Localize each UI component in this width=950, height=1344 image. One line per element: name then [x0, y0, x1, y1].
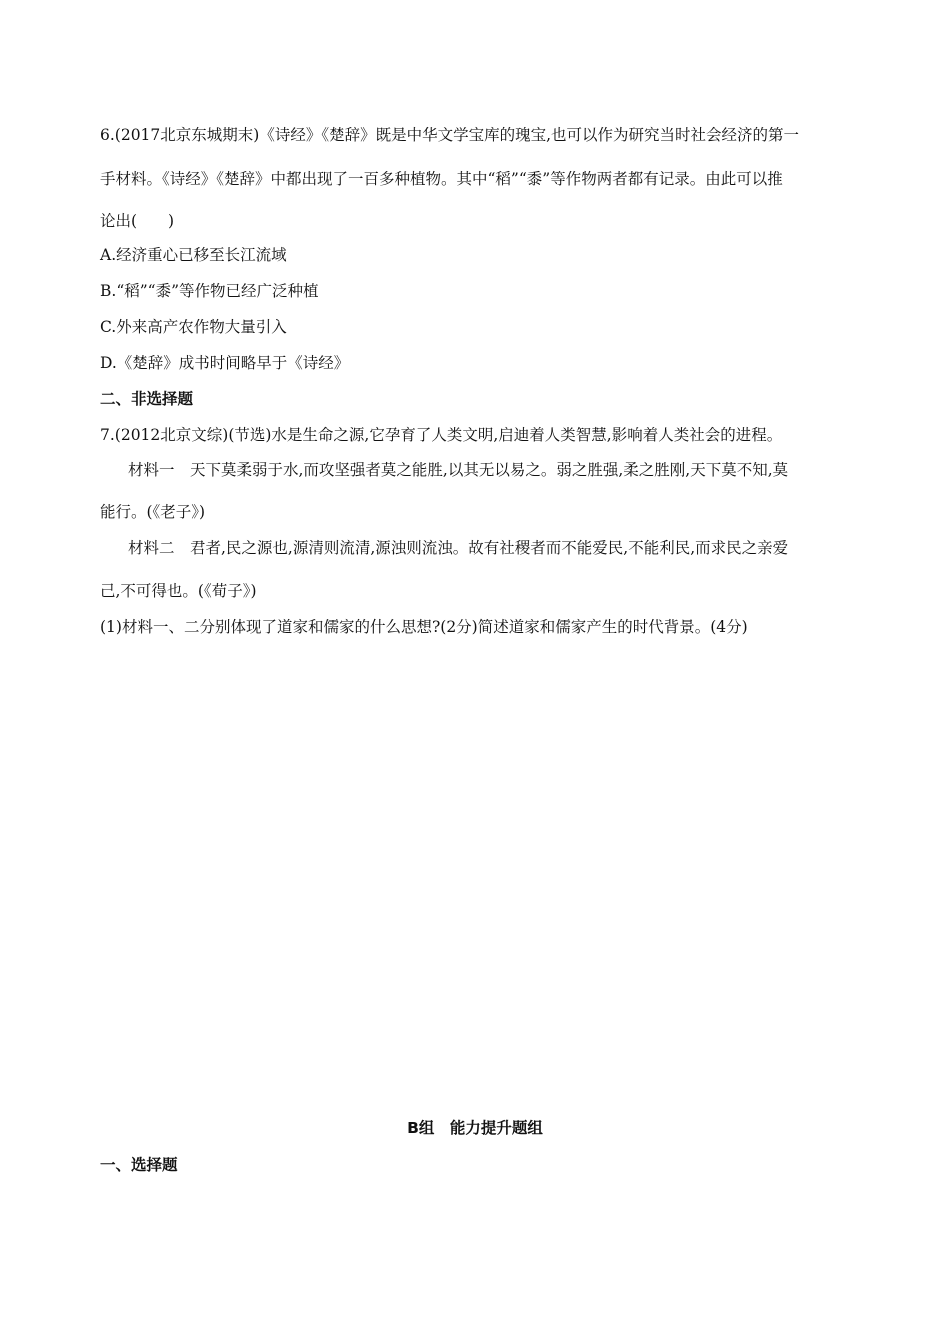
option-b: B.“稻”“黍”等作物已经广泛种植	[100, 282, 319, 300]
question-7-intro: 7.(2012北京文综)(节选)水是生命之源,它孕育了人类文明,启迪着人类智慧,影响着人类社会的进程。	[100, 426, 783, 444]
material-2-line-1: 材料二 君者,民之源也,源清则流清,源浊则流浊。故有社稷者而不能爱民,不能利民,而求民之亲爱	[128, 539, 789, 557]
option-a: A.经济重心已移至长江流域	[100, 246, 287, 264]
option-d: D.《楚辞》成书时间略早于《诗经》	[100, 354, 350, 372]
question-6-line-1: 6.(2017北京东城期末)《诗经》《楚辞》既是中华文学宝库的瑰宝,也可以作为研究当时社会经济的第一	[100, 126, 800, 144]
section-title-choice: 一、选择题	[100, 1156, 178, 1174]
question-6-line-2: 手材料。《诗经》《楚辞》中都出现了一百多种植物。其中“稻”“黍”等作物两者都有记录。由此可以推	[100, 170, 783, 188]
question-7-sub-1: (1)材料一、二分别体现了道家和儒家的什么思想?(2分)简述道家和儒家产生的时代背景。(4分)	[100, 618, 748, 636]
material-1-line-2: 能行。(《老子》)	[100, 503, 206, 521]
material-2-line-2: 己,不可得也。(《荀子》)	[100, 582, 257, 600]
section-title-non-choice: 二、非选择题	[100, 390, 194, 408]
material-1-line-1: 材料一 天下莫柔弱于水,而攻坚强者莫之能胜,以其无以易之。弱之胜强,柔之胜刚,天下莫不知,莫	[128, 461, 789, 479]
option-c: C.外来高产农作物大量引入	[100, 318, 287, 336]
group-b-title: B组 能力提升题组	[407, 1119, 543, 1137]
question-6-line-3: 论出( )	[100, 212, 175, 230]
